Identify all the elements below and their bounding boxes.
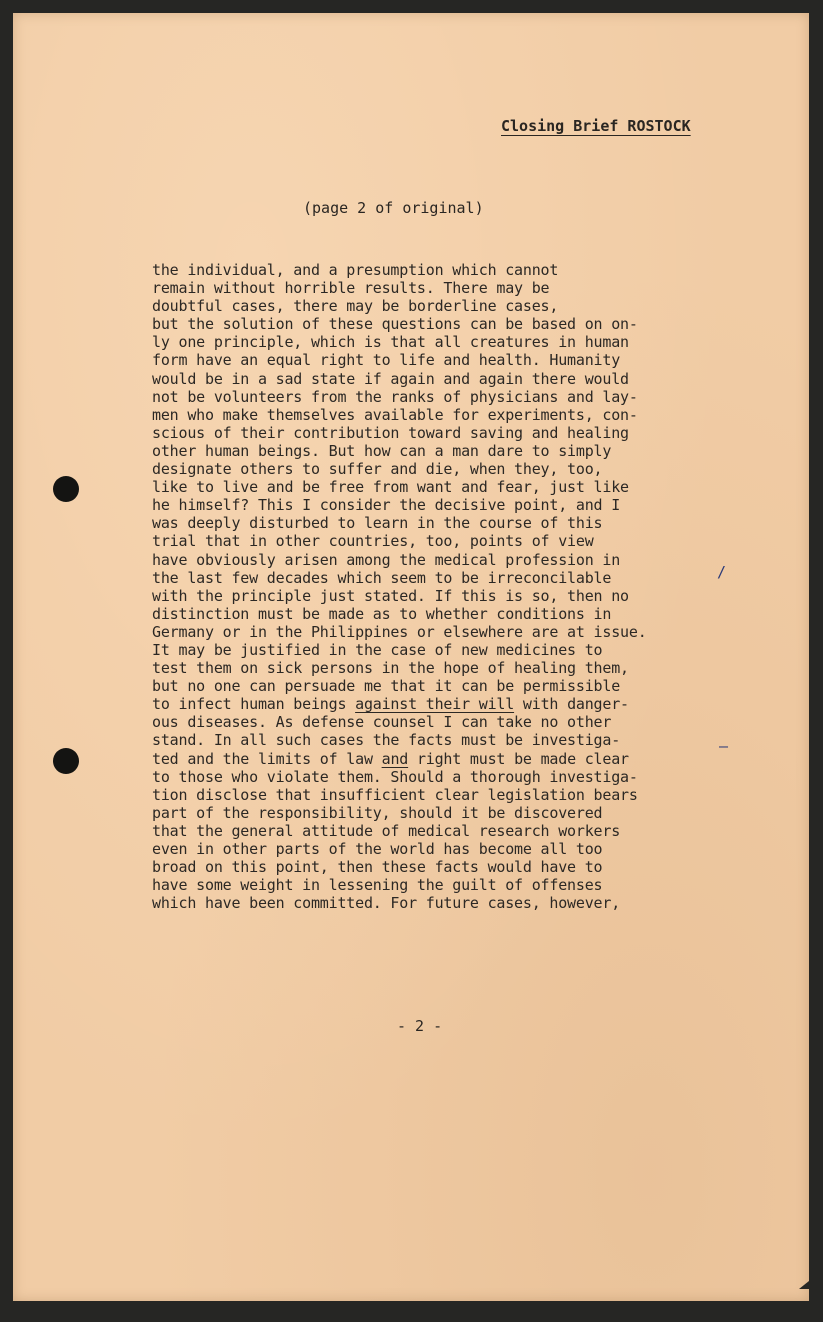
body-line: have obviously arisen among the medical profession in [152, 550, 621, 569]
body-line: like to live and be free from want and fear, just like [152, 478, 629, 497]
body-line: but no one can persuade me that it can be permissible [152, 677, 621, 696]
body-line: have some weight in lessening the guilt of offenses [152, 876, 603, 895]
body-line: men who make themselves available for experiments, con- [152, 405, 638, 424]
body-line: scious of their contribution toward saving and healing [152, 423, 629, 442]
body-line: tion disclose that insufficient clear legislation bears [152, 785, 638, 804]
body-line: distinction must be made as to whether conditions in [152, 604, 612, 623]
body-line-underlined [152, 695, 732, 713]
header-title: Closing Brief ROSTOCK [501, 117, 691, 135]
punch-hole [53, 476, 79, 502]
body-line: test them on sick persons in the hope of healing them, [152, 659, 629, 678]
body-line: broad on this point, then these facts would have to [152, 858, 603, 877]
page-number: - 2 - [397, 1017, 443, 1035]
body-line-segment: ted and the limits of law [152, 749, 382, 768]
body-line-segment: right must be made clear [408, 749, 629, 768]
torn-corner [799, 1281, 809, 1289]
body-line: which have been committed. For future cases, however, [152, 894, 621, 913]
body-line: to those who violate them. Should a thorough investiga- [152, 767, 638, 786]
body-line: would be in a sad state if again and again there would [152, 369, 629, 388]
page-reference: (page 2 of original) [303, 199, 484, 217]
body-line: form have an equal right to life and health. Humanity [152, 351, 621, 370]
body-line: that the general attitude of medical research workers [152, 821, 621, 840]
body-line: not be volunteers from the ranks of physicians and lay- [152, 387, 638, 406]
body-line: other human beings. But how can a man dare to simply [152, 441, 612, 460]
punch-hole [53, 748, 79, 774]
body-line: but the solution of these questions can be based on on- [152, 315, 638, 334]
body-line-segment: with danger- [514, 695, 629, 714]
body-line: It may be justified in the case of new medicines to [152, 640, 603, 659]
body-line: ous diseases. As defense counsel I can take no other [152, 713, 612, 732]
body-line: remain without horrible results. There may be [152, 279, 550, 298]
body-line: he himself? This I consider the decisive point, and I [152, 496, 621, 515]
body-line: Germany or in the Philippines or elsewhere are at issue. [152, 622, 647, 641]
body-line: stand. In all such cases the facts must be investiga- [152, 731, 621, 750]
body-line: the individual, and a presumption which cannot [152, 261, 559, 279]
body-line: even in other parts of the world has become all too [152, 840, 603, 858]
body-line-underlined [152, 750, 732, 768]
body-line: doubtful cases, there may be borderline cases, [152, 297, 559, 316]
underlined-phrase: against their will [355, 695, 515, 714]
body-line: ly one principle, which is that all creatures in human [152, 333, 629, 352]
body-text [152, 261, 732, 912]
body-line: with the principle just stated. If this is so, then no [152, 586, 629, 605]
body-line-segment: to infect human beings [152, 695, 356, 714]
paper-sheet [13, 13, 809, 1301]
body-line: designate others to suffer and die, when they, too, [152, 460, 603, 479]
body-line: was deeply disturbed to learn in the course of this [152, 514, 603, 533]
body-line: trial that in other countries, too, points of view [152, 532, 594, 551]
pencil-dash-mark: – [719, 737, 729, 755]
pencil-tick-mark: / [717, 563, 727, 581]
underlined-word: and [381, 749, 409, 768]
body-line: the last few decades which seem to be irreconcilable [152, 568, 612, 587]
body-line: part of the responsibility, should it be discovered [152, 803, 603, 822]
